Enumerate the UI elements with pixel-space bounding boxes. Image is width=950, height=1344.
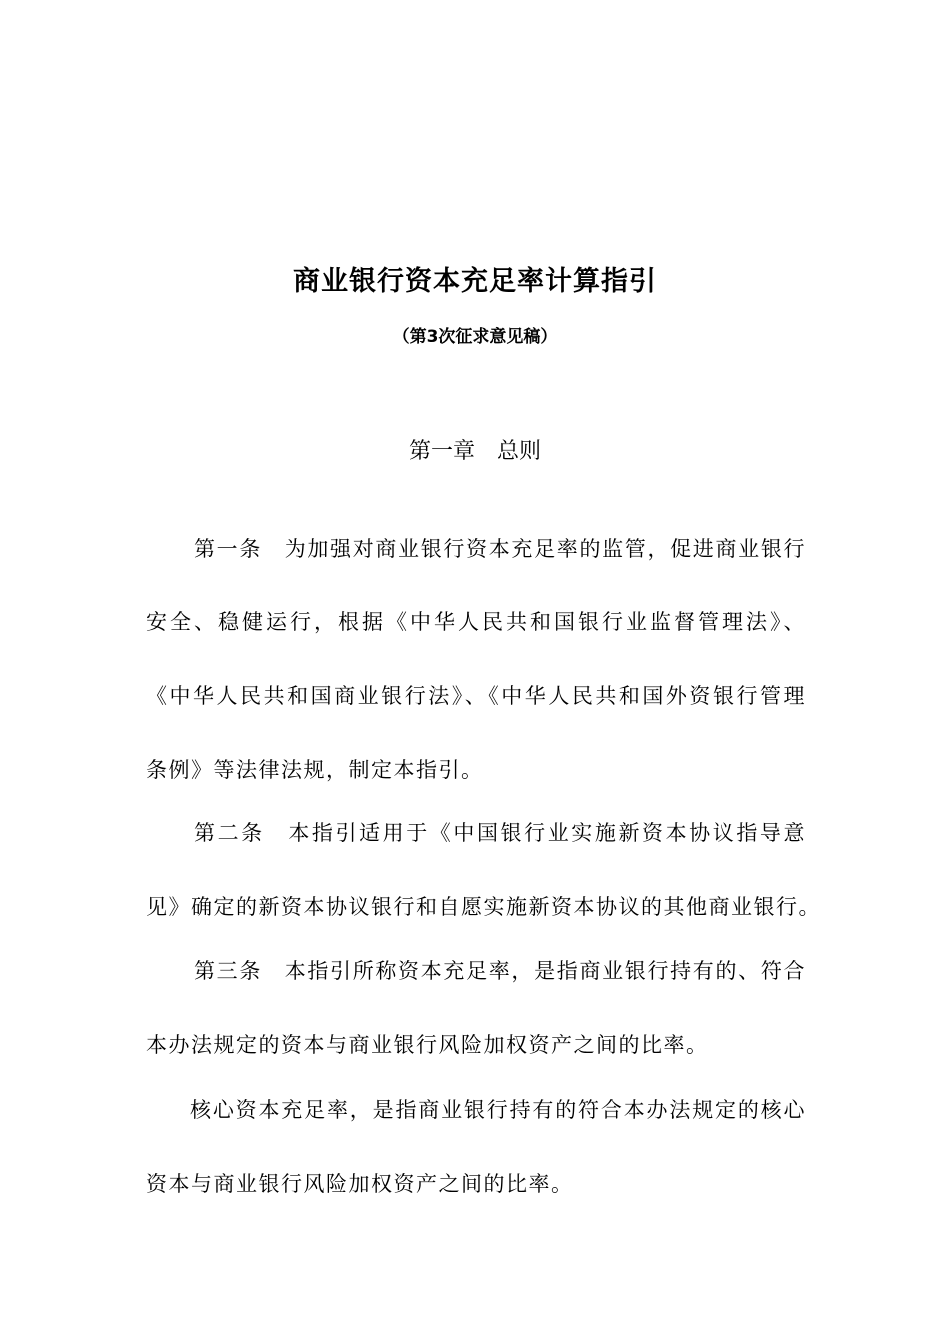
document-subtitle: （第3次征求意见稿） [392,327,558,347]
article-1-line-4: 条例》等法律法规，制定本指引。 [146,758,484,782]
article-2-line-1: 第二条 本指引适用于《中国银行业实施新资本协议指导意 [194,821,806,845]
article-1-line-3: 《中华人民共和国商业银行法》、《中华人民共和国外资银行管理 [146,684,806,708]
article-2-line-2: 见》确定的新资本协议银行和自愿实施新资本协议的其他商业银行。 [146,895,821,919]
article-1-line-2: 安全、稳健运行，根据《中华人民共和国银行业监督管理法》、 [146,610,806,634]
core-capital-line-1: 核心资本充足率，是指商业银行持有的符合本办法规定的核心 [190,1098,806,1122]
article-1-line-1: 第一条 为加强对商业银行资本充足率的监管，促进商业银行 [194,537,806,561]
article-3-line-1: 第三条 本指引所称资本充足率，是指商业银行持有的、符合 [194,959,806,983]
core-capital-line-2: 资本与商业银行风险加权资产之间的比率。 [146,1172,574,1196]
chapter-heading: 第一章 总则 [408,439,541,464]
document-title: 商业银行资本充足率计算指引 [293,266,657,297]
article-3-line-2: 本办法规定的资本与商业银行风险加权资产之间的比率。 [146,1033,709,1057]
